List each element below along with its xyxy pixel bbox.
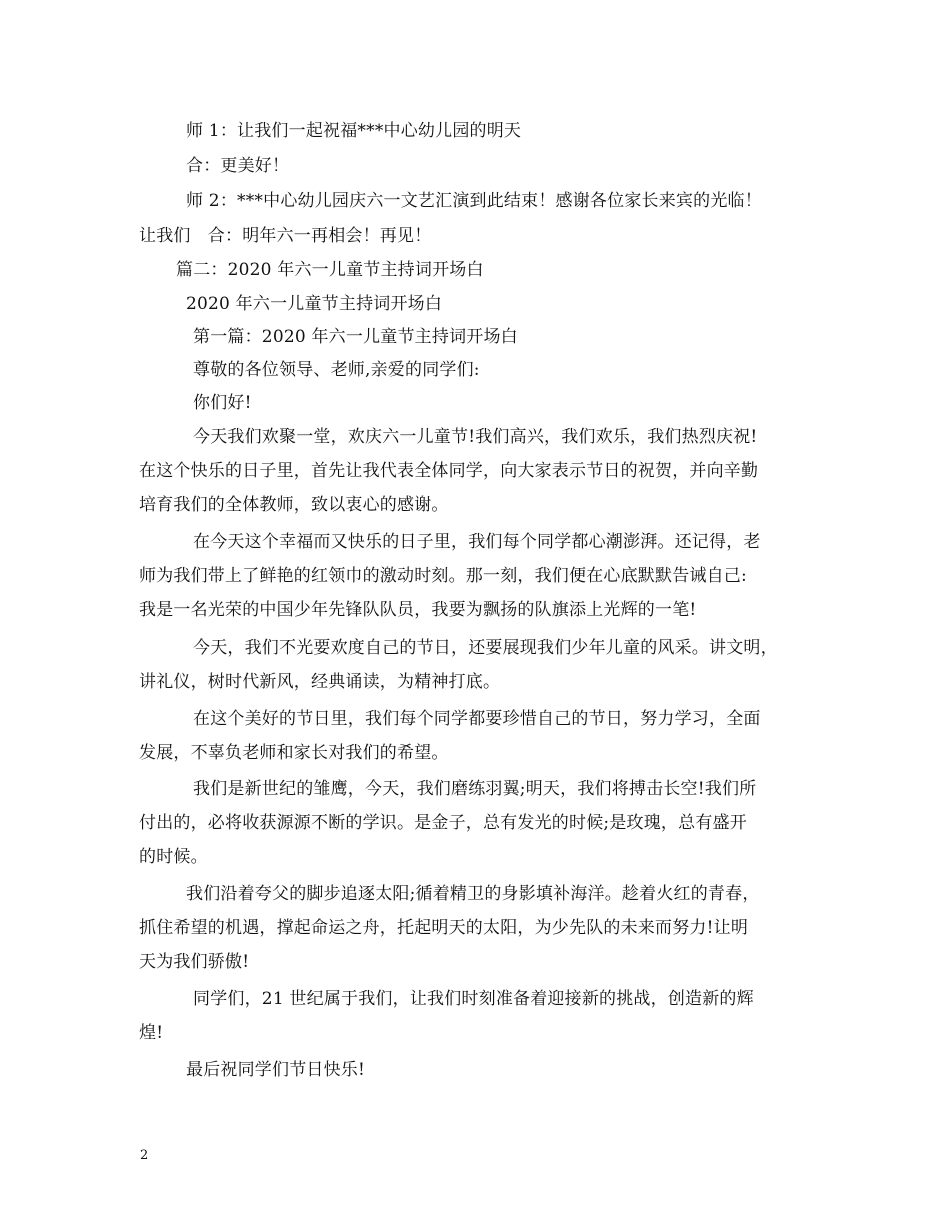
- text-line: 合：更美好！: [186, 156, 290, 176]
- text-line: 培育我们的全体教师，致以衷心的感谢。: [139, 495, 449, 515]
- text-line: 煌!: [139, 1023, 164, 1043]
- text-line: 师 2：***中心幼儿园庆六一文艺汇演到此结束！感谢各位家长来宾的光临！: [186, 191, 762, 211]
- text-line: 发展，不辜负老师和家长对我们的希望。: [139, 743, 449, 763]
- text-line: 讲礼仪，树时代新风，经典诵读，为精神打底。: [139, 672, 501, 692]
- page-number: 2: [140, 1148, 149, 1163]
- text-line: 在今天这个幸福而又快乐的日子里，我们每个同学都心潮澎湃。还记得，老: [193, 532, 761, 552]
- text-line: 天为我们骄傲!: [139, 952, 250, 972]
- text-line: 师为我们带上了鲜艳的红领巾的激动时刻。那一刻，我们便在心底默默告诫自己:: [139, 566, 747, 586]
- text-line: 付出的，必将收获源源不断的学识。是金子，总有发光的时候;是玫瑰，总有盛开: [139, 813, 747, 833]
- text-line: 最后祝同学们节日快乐!: [186, 1060, 366, 1080]
- text-line: 2020 年六一儿童节主持词开场白: [186, 294, 443, 314]
- text-line: 的时候。: [139, 847, 208, 867]
- text-line: 我们沿着夸父的脚步追逐太阳;循着精卫的身影填补海洋。趁着火红的青春，: [186, 884, 760, 904]
- text-line: 让我们 合：明年六一再相会！再见！: [139, 226, 432, 246]
- text-line: 抓住希望的机遇，撑起命运之舟，托起明天的太阳，为少先队的未来而努力!让明: [139, 918, 749, 938]
- text-line: 在这个快乐的日子里，首先让我代表全体同学，向大家表示节日的祝贺，并向辛勤: [139, 461, 759, 481]
- text-line: 我是一名光荣的中国少年先锋队队员，我要为飘扬的队旗添上光辉的一笔!: [139, 600, 697, 620]
- text-line: 今天我们欢聚一堂，欢庆六一儿童节!我们高兴，我们欢乐，我们热烈庆祝!: [193, 427, 758, 447]
- text-line: 篇二：2020 年六一儿童节主持词开场白: [176, 260, 484, 280]
- text-line: 我们是新世纪的雏鹰，今天，我们磨练羽翼;明天，我们将搏击长空!我们所: [193, 779, 757, 799]
- text-line: 师 1：让我们一起祝福***中心幼儿园的明天: [186, 121, 522, 141]
- text-line: 第一篇：2020 年六一儿童节主持词开场白: [193, 327, 518, 347]
- text-line: 尊敬的各位领导、老师,亲爱的同学们:: [193, 360, 480, 380]
- text-line: 在这个美好的节日里，我们每个同学都要珍惜自己的节日，努力学习，全面: [193, 709, 761, 729]
- text-line: 你们好!: [193, 393, 252, 413]
- text-line: 同学们，21 世纪属于我们，让我们时刻准备着迎接新的挑战，创造新的辉: [193, 989, 754, 1009]
- text-line: 今天，我们不光要欢度自己的节日，还要展现我们少年儿童的风采。讲文明，: [193, 638, 778, 658]
